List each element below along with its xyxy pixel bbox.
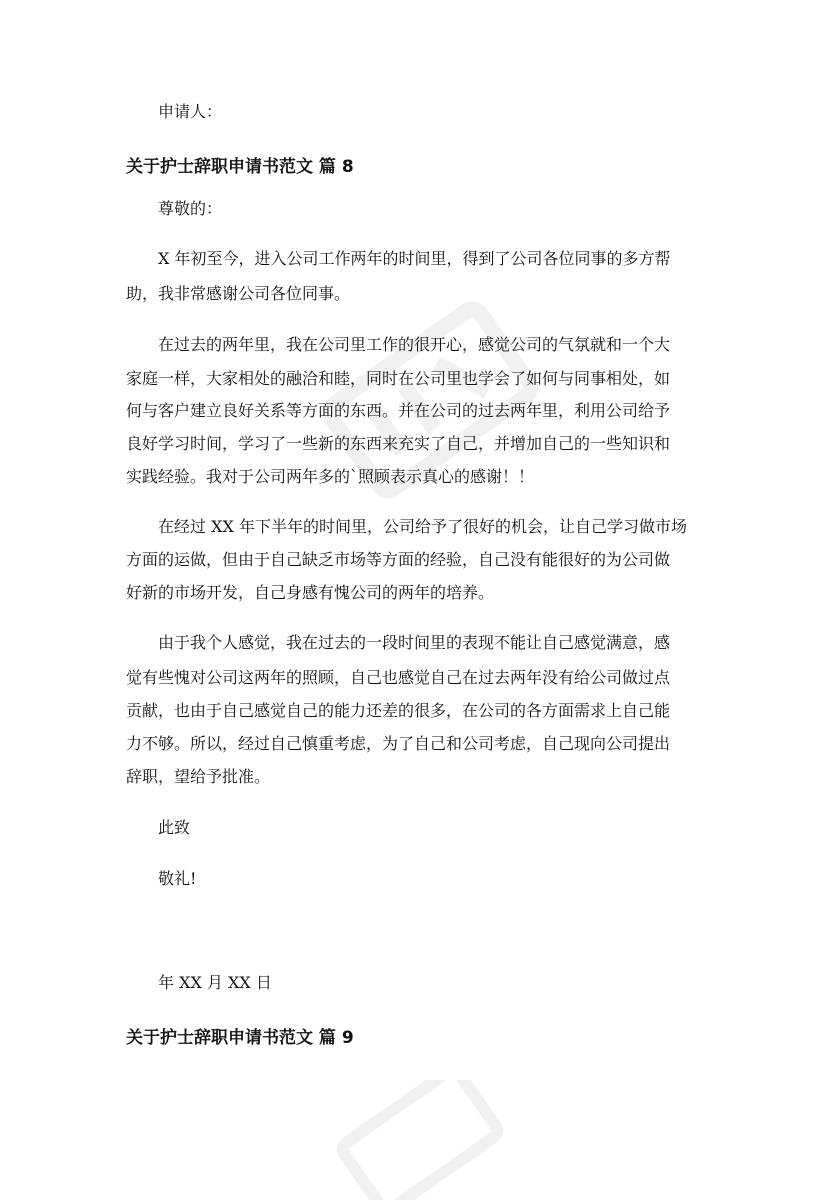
salutation: 尊敬的： (158, 199, 223, 218)
paragraph-2-line-1: 在过去的两年里，我在公司里工作的很开心，感觉公司的气氛就和一个大 (158, 335, 671, 354)
paragraph-1-line-2: 助，我非常感谢公司各位同事。 (126, 284, 351, 303)
paragraph-1-line-1: X 年初至今，进入公司工作两年的时间里，得到了公司各位同事的多方帮 (158, 249, 671, 268)
paragraph-3-line-2: 方面的运做，但由于自己缺乏市场等方面的经验，自己没有能很好的为公司做 (126, 550, 671, 569)
section-9-heading: 关于护士辞职申请书范文 篇 9 (126, 1028, 354, 1048)
paragraph-4-line-3: 贡献，也由于自己感觉自己的能力还差的很多，在公司的各方面需求上自己能 (126, 701, 671, 720)
paragraph-2-line-2: 家庭一样，大家相处的融洽和睦，同时在公司里也学会了如何与同事相处，如 (126, 369, 671, 388)
paragraph-4-line-2: 觉有些愧对公司这两年的照顾，自己也感觉自己在过去两年没有给公司做过点 (126, 668, 671, 687)
watermark-icon (300, 270, 560, 530)
paragraph-4-line-4: 力不够。所以，经过自己慎重考虑，为了自己和公司考虑，自己现向公司提出 (126, 734, 671, 753)
paragraph-2-line-5: 实践经验。我对于公司两年多的`照顾表示真心的感谢！！ (126, 467, 535, 486)
closing-line-2: 敬礼! (158, 869, 197, 888)
paragraph-4-line-5: 辞职，望给予批准。 (126, 767, 271, 786)
paragraph-3-line-3: 好新的市场开发，自己身感有愧公司的两年的培养。 (126, 583, 495, 602)
paragraph-4-line-1: 由于我个人感觉，我在过去的一段时间里的表现不能让自己感觉满意，感 (158, 633, 671, 652)
watermark-icon (320, 1080, 520, 1200)
paragraph-3-line-1: 在经过 XX 年下半年的时间里，公司给予了很好的机会，让自己学习做市场 (158, 517, 687, 536)
closing-line-1: 此致 (158, 818, 191, 837)
date-line: 年 XX 月 XX 日 (158, 973, 272, 992)
paragraph-2-line-3: 何与客户建立良好关系等方面的东西。并在公司的过去两年里，利用公司给予 (126, 401, 671, 420)
applicant-label: 申请人： (158, 102, 223, 121)
section-8-heading: 关于护士辞职申请书范文 篇 8 (126, 157, 354, 177)
paragraph-2-line-4: 良好学习时间，学习了一些新的东西来充实了自己，并增加自己的一些知识和 (126, 434, 671, 453)
